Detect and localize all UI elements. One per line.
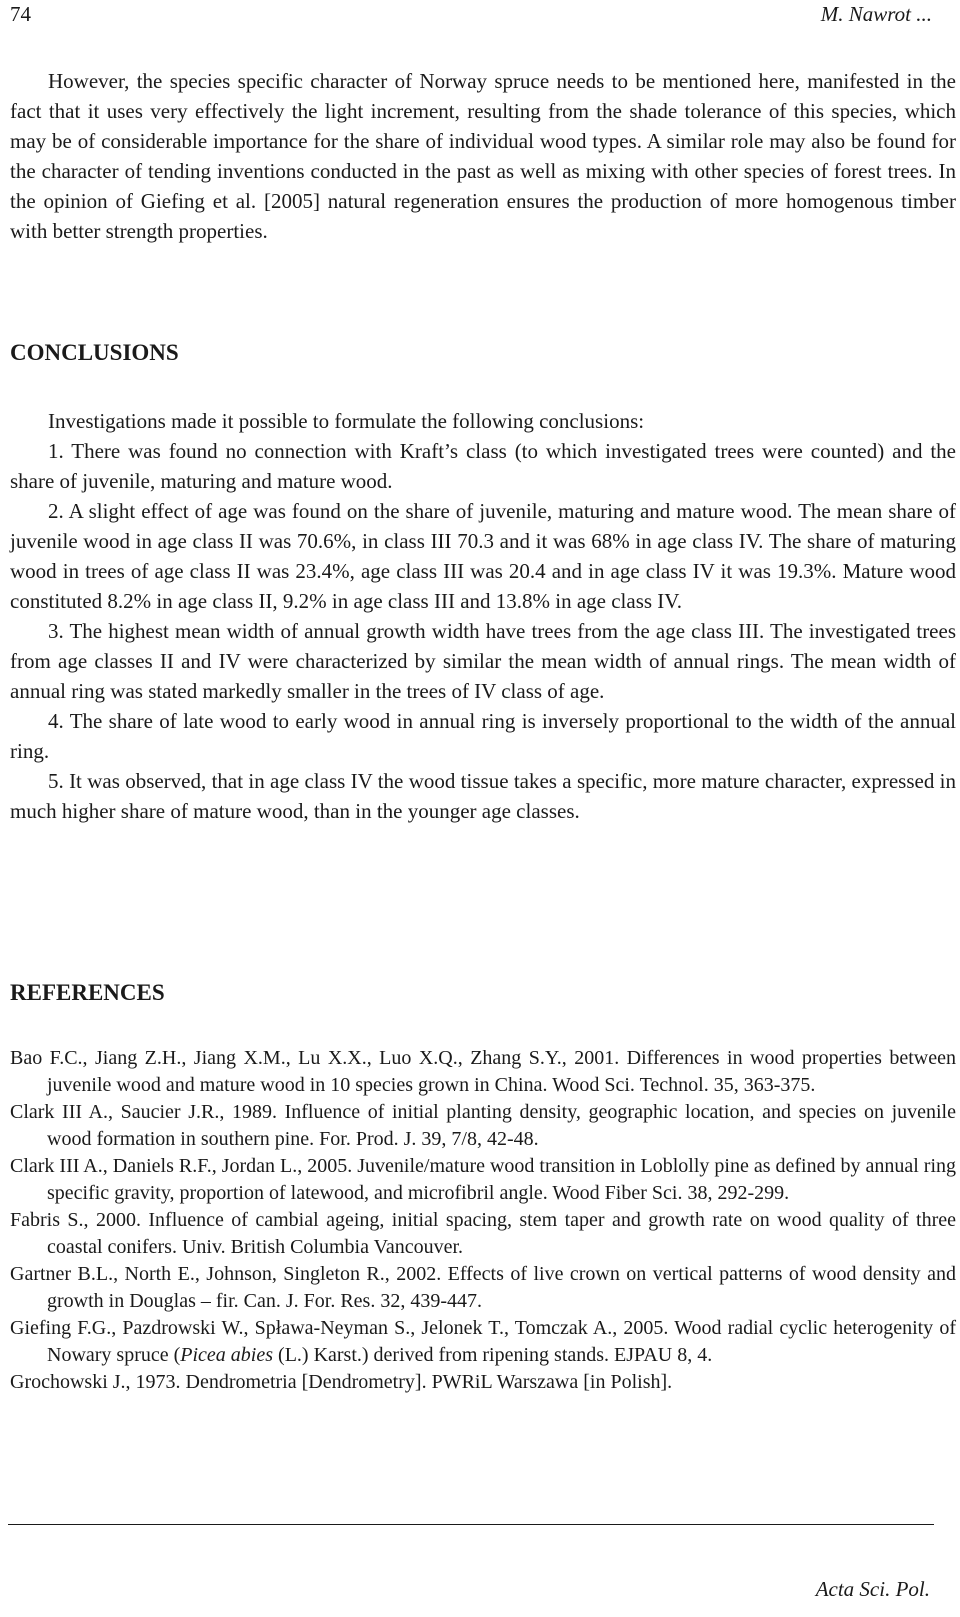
- intro-paragraph: However, the species specific character of Norway spruce needs to be mentioned here, manifested in the fact that it uses very effectively the light increment, resulting from the shade tolerance of this species, which may be of considerable importance for the share of individual wood types. A similar role may also be found for the character of tending inventions conducted in the past as well as mixing with other species of forest trees. In the opinion of Giefing et al. [2005] natural regeneration ensures the production of more homogenous timber with better strength properties.: [10, 69, 956, 243]
- reference-item: [10, 1315, 956, 1369]
- reference-text: (L.) Karst.) derived from ripening stands. EJPAU 8, 4.: [273, 1344, 713, 1366]
- references-section: [10, 1045, 956, 1396]
- conclusion-item: 1. There was found no connection with Kraft’s class (to which investigated trees were counted) and the share of juvenile, maturing and mature wood.: [10, 439, 956, 493]
- intro-section: [10, 66, 956, 246]
- running-author: M. Nawrot ...: [820, 2, 932, 26]
- reference-item: Clark III A., Daniels R.F., Jordan L., 2005. Juvenile/mature wood transition in Loblolly pine as defined by annual ring specific gravity, proportion of latewood, and microfibril angle. Wood Fiber Sci. 38, 292-299.: [10, 1155, 957, 1204]
- conclusion-item: 2. A slight effect of age was found on the share of juvenile, maturing and mature wood. The mean share of juvenile wood in age class II was 70.6%, in class III 70.3 and it was 68% in age class IV. The share of maturing wood in trees of age class II was 23.4%, age class III was 20.4 and in age class IV it was 19.3%. Mature wood constituted 8.2% in age class II, 9.2% in age class III and 13.8% in age class IV.: [10, 499, 956, 613]
- references-heading: REFERENCES: [10, 980, 165, 1005]
- reference-item: Gartner B.L., North E., Johnson, Singleton R., 2002. Effects of live crown on vertical patterns of wood density and growth in Douglas – fir. Can. J. For. Res. 32, 439-447.: [10, 1263, 956, 1312]
- footer-divider: [8, 1524, 934, 1525]
- conclusions-lead: Investigations made it possible to formulate the following conclusions:: [48, 409, 645, 433]
- conclusion-item: 4. The share of late wood to early wood in annual ring is inversely proportional to the width of the annual ring.: [10, 709, 956, 763]
- reference-item: Clark III A., Saucier J.R., 1989. Influence of initial planting density, geographic location, and species on juvenile wood formation in southern pine. For. Prod. J. 39, 7/8, 42-48.: [10, 1101, 956, 1150]
- page-number: 74: [10, 2, 31, 26]
- reference-item: Grochowski J., 1973. Dendrometria [Dendrometry]. PWRiL Warszawa [in Polish].: [10, 1371, 673, 1393]
- conclusion-item: 3. The highest mean width of annual growth width have trees from the age class III. The investigated trees from age classes II and IV were characterized by similar the mean width of annual rings. The mean width of annual ring was stated markedly smaller in the trees of IV class of age.: [10, 619, 956, 703]
- page-header: [10, 2, 932, 30]
- conclusion-item: 5. It was observed, that in age class IV the wood tissue takes a specific, more mature character, expressed in much higher share of mature wood, than in the younger age classes.: [10, 769, 956, 823]
- reference-item: Fabris S., 2000. Influence of cambial ageing, initial spacing, stem taper and growth rate on wood quality of three coastal conifers. Univ. British Columbia Vancouver.: [10, 1209, 956, 1258]
- reference-text: Giefing F.G., Pazdrowski W., Spława-Neyman S., Jelonek T., Tomczak A., 2005. Wood radial cyclic heterogenity of Nowary spruce (: [10, 1317, 956, 1366]
- conclusions-heading: CONCLUSIONS: [10, 340, 179, 365]
- journal-footer: Acta Sci. Pol.: [815, 1577, 930, 1601]
- reference-item: Bao F.C., Jiang Z.H., Jiang X.M., Lu X.X., Luo X.Q., Zhang S.Y., 2001. Differences in wood properties between juvenile wood and mature wood in 10 species grown in China. Wood Sci. Technol. 35, 363-375.: [10, 1047, 956, 1096]
- conclusions-section: [10, 406, 956, 826]
- species-name: Picea abies: [180, 1344, 274, 1366]
